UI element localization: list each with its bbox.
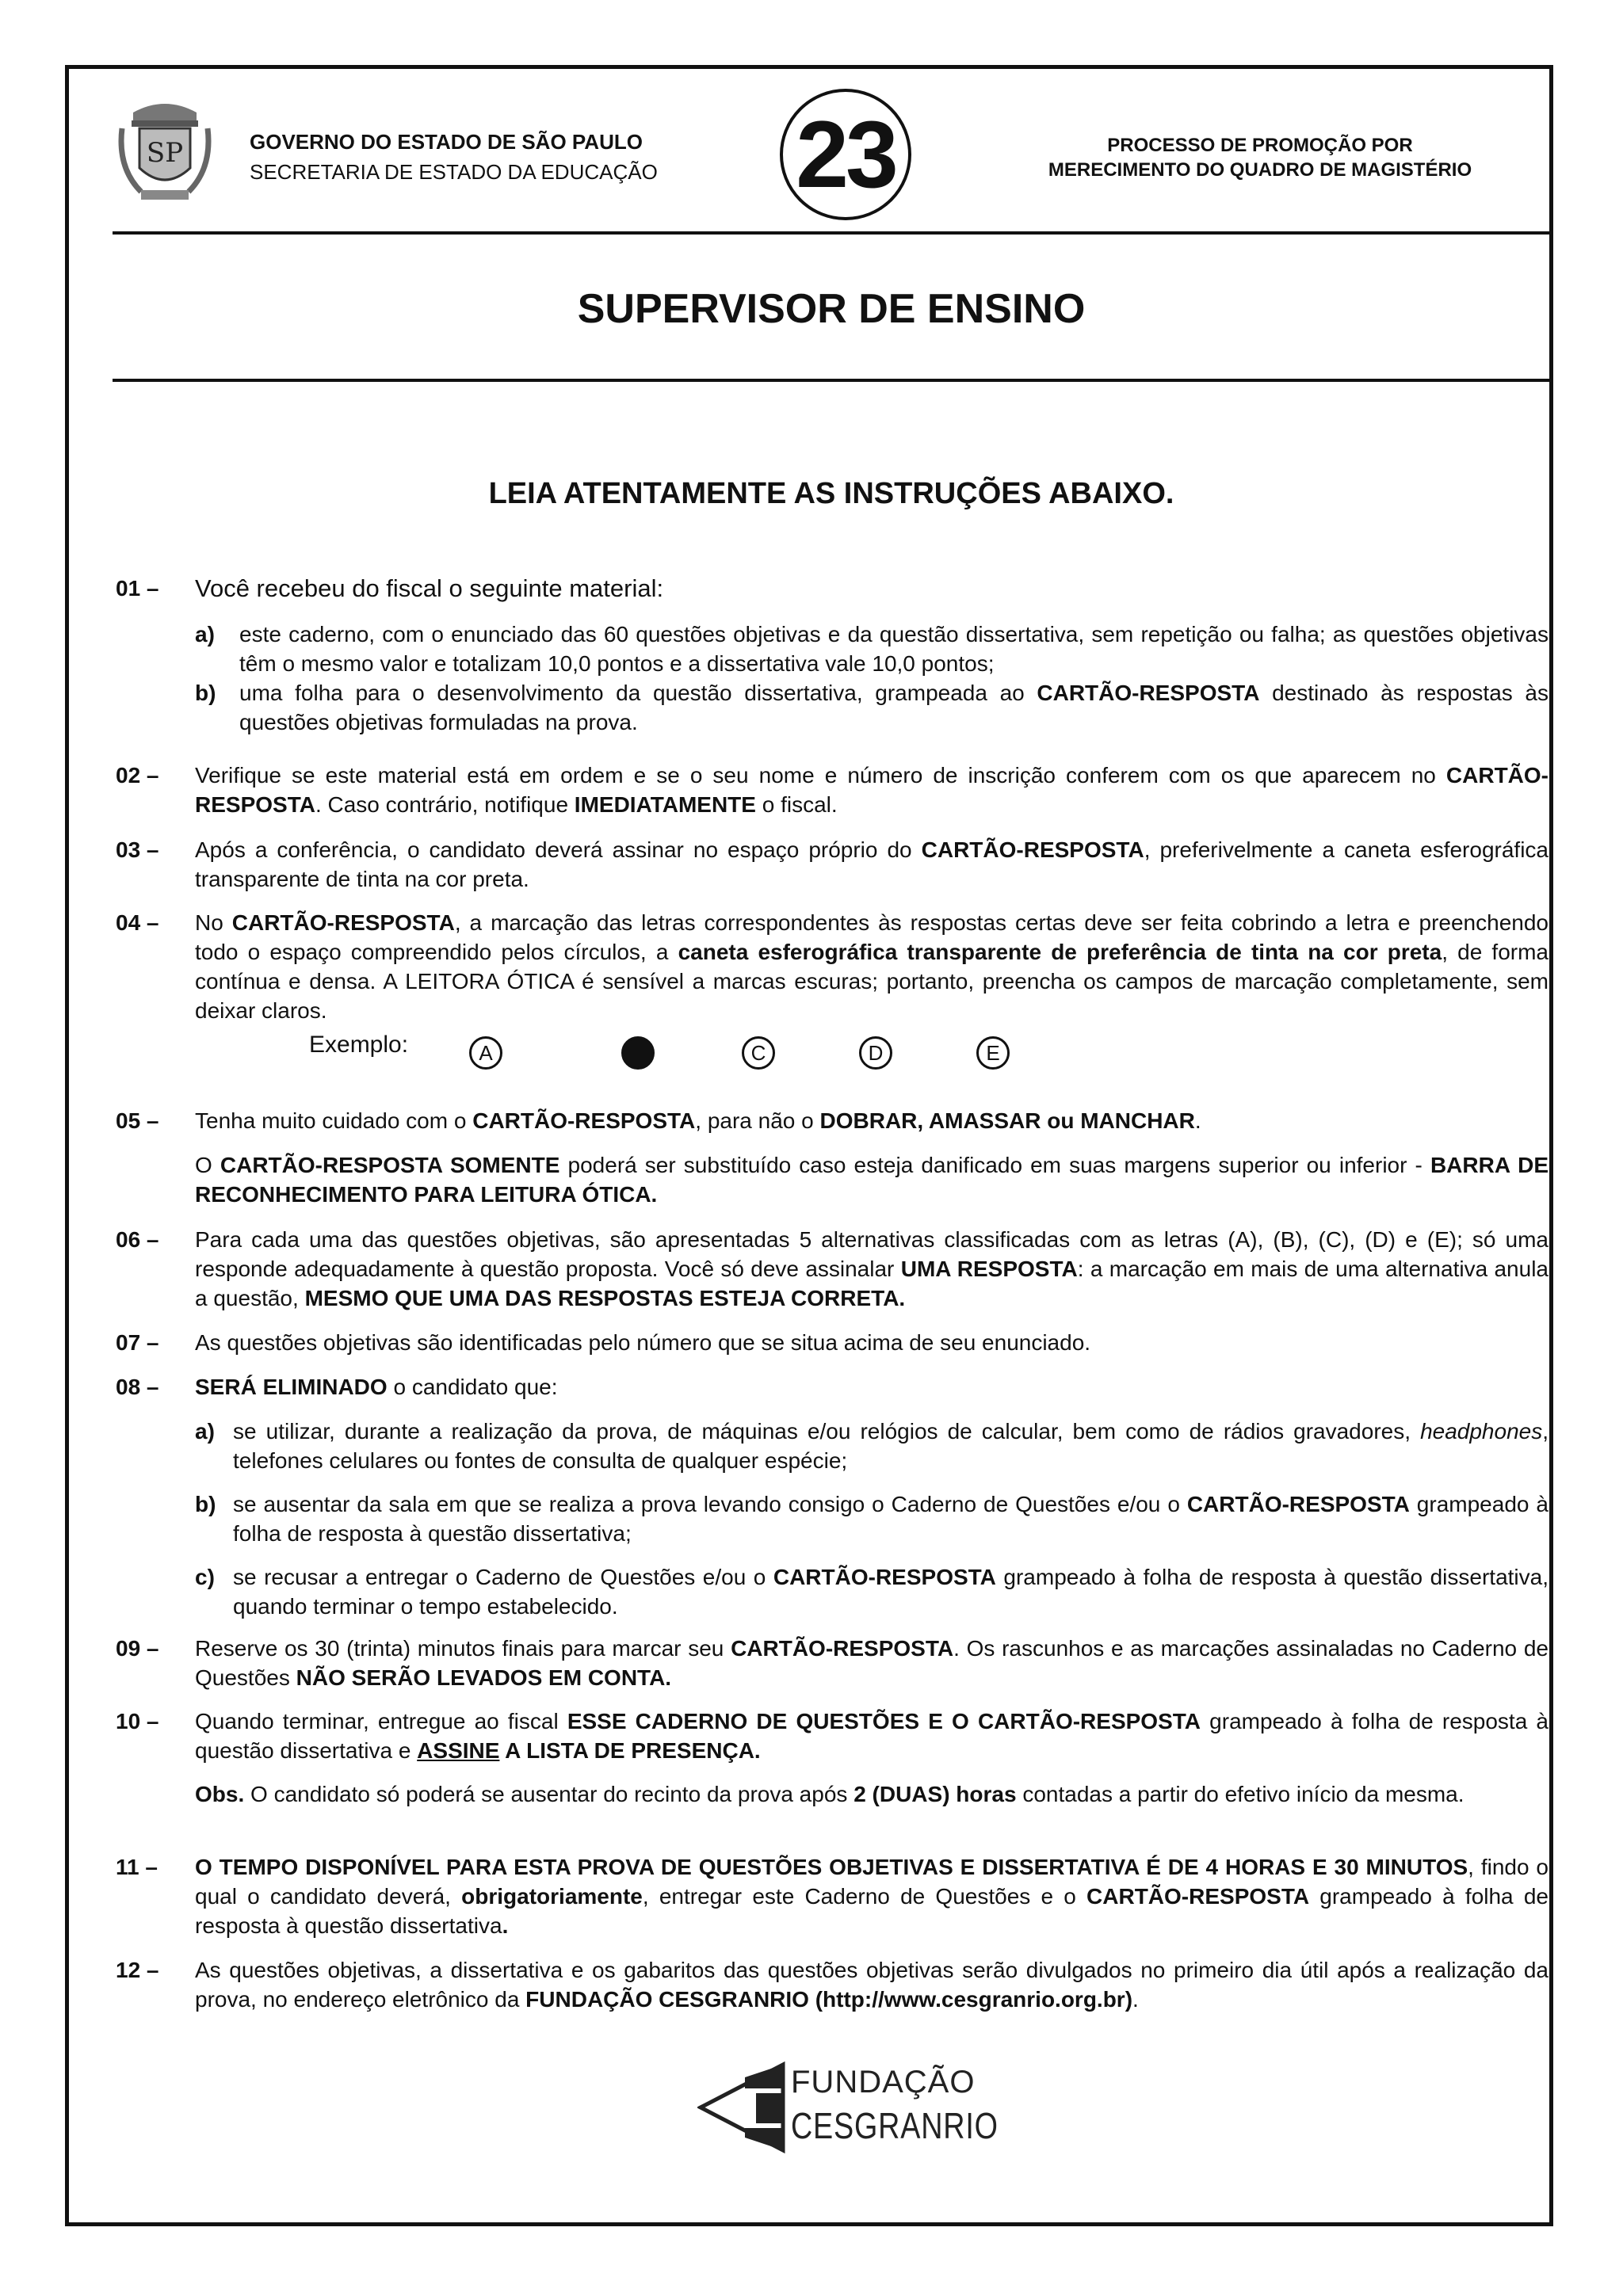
instruction-text: As questões objetivas, a dissertativa e os gabaritos das questões objetivas serão divulgados no primeiro dia útil após a realização da prova, no endereço eletrônico da FUNDAÇÃO CESGRANRIO (http://www.cesgranrio.org.br).	[195, 1958, 1549, 2012]
title-divider	[113, 379, 1550, 382]
instruction-text: Quando terminar, entregue ao fiscal ESSE CADERNO DE QUESTÕES E O CARTÃO-RESPOSTA grampeado à folha de resposta à questão dissertativa e ASSINE A LISTA DE PRESENÇA.	[195, 1709, 1549, 1763]
government-header	[250, 127, 658, 187]
process-line-1: PROCESSO DE PROMOÇÃO POR	[1107, 135, 1413, 156]
instruction-text: uma folha para o desenvolvimento da questão dissertativa, grampeada ao CARTÃO-RESPOSTA destinado às respostas às questões objetivas formuladas na prova.	[239, 681, 1549, 734]
secretariat-name: SECRETARIA DE ESTADO DA EDUCAÇÃO	[250, 160, 658, 184]
header-divider	[113, 231, 1550, 235]
example-bubble-a: A	[469, 1036, 502, 1070]
instruction-text: SERÁ ELIMINADO o candidato que:	[195, 1375, 558, 1399]
page-title: SUPERVISOR DE ENSINO	[577, 286, 1086, 332]
instruction-number: 01 –	[116, 576, 159, 601]
instruction-text: O TEMPO DISPONÍVEL PARA ESTA PROVA DE QUESTÕES OBJETIVAS E DISSERTATIVA É DE 4 HORAS E 30 MINUTOS, findo o qual o candidato deverá, obrigatoriamente, entregar este Caderno de Questões e o CARTÃO-RESPOSTA grampeado à folha de resposta à questão dissertativa.	[195, 1855, 1549, 1938]
instruction-text: Reserve os 30 (trinta) minutos finais para marcar seu CARTÃO-RESPOSTA. Os rascunhos e as marcações assinaladas no Caderno de Questões NÃO SERÃO LEVADOS EM CONTA.	[195, 1636, 1549, 1690]
government-name: GOVERNO DO ESTADO DE SÃO PAULO	[250, 130, 643, 154]
instruction-text: Obs. O candidato só poderá se ausentar do recinto da prova após 2 (DUAS) horas contadas a partir do efetivo início da mesma.	[195, 1782, 1465, 1806]
instruction-text: Você recebeu do fiscal o seguinte material:	[195, 574, 664, 602]
example-bubble-d: D	[859, 1036, 892, 1070]
instructions-heading: LEIA ATENTAMENTE AS INSTRUÇÕES ABAIXO.	[488, 477, 1174, 510]
instruction-text: As questões objetivas são identificadas pelo número que se situa acima de seu enunciado.	[195, 1330, 1091, 1355]
instruction-text: O CARTÃO-RESPOSTA SOMENTE poderá ser substituído caso esteja danificado em suas margens superior ou inferior - BARRA DE RECONHECIMENTO PARA LEITURA ÓTICA.	[195, 1153, 1549, 1207]
logo-line-1: FUNDAÇÃO	[791, 2065, 976, 2100]
example-bubble-b-filled	[621, 1036, 655, 1070]
exam-number-badge: 23	[780, 89, 911, 220]
instruction-text: se ausentar da sala em que se realiza a prova levando consigo o Caderno de Questões e/ou o CARTÃO-RESPOSTA grampeado à folha de resposta à questão dissertativa;	[233, 1492, 1549, 1546]
instruction-text: este caderno, com o enunciado das 60 questões objetivas e da questão dissertativa, sem repetição ou falha; as questões objetivas têm o mesmo valor e totalizam 10,0 pontos e a dissertativa vale 10,0 pontos;	[239, 622, 1549, 676]
process-line-2: MERECIMENTO DO QUADRO DE MAGISTÉRIO	[1048, 159, 1472, 181]
instruction-text: se utilizar, durante a realização da prova, de máquinas e/ou relógios de calcular, bem como de rádios gravadores, headphones, telefones celulares ou fontes de consulta de qualquer espécie;	[233, 1419, 1549, 1473]
process-header	[999, 133, 1522, 182]
example-label: Exemplo:	[309, 1032, 409, 1058]
sao-paulo-crest-icon	[117, 97, 212, 208]
instruction-text: No CARTÃO-RESPOSTA, a marcação das letras correspondentes às respostas certas deve ser feita cobrindo a letra e preenchendo todo o espaço compreendido pelos círculos, a caneta esferográfica transparente de preferência de tinta na cor preta, de forma contínua e densa. A LEITORA ÓTICA é sensível a marcas escuras; portanto, preencha os campos de marcação completamente, sem deixar claros.	[195, 910, 1549, 1023]
example-bubble-c: C	[742, 1036, 775, 1070]
example-bubble-e: E	[976, 1036, 1010, 1070]
instruction-text: Tenha muito cuidado com o CARTÃO-RESPOSTA, para não o DOBRAR, AMASSAR ou MANCHAR.	[195, 1108, 1201, 1133]
instruction-text: Para cada uma das questões objetivas, são apresentadas 5 alternativas classificadas com as letras (A), (B), (C), (D) e (E); só uma responde adequadamente à questão proposta. Você só deve assinalar UMA RESPOSTA: a marcação em mais de uma alternativa anula a questão, MESMO QUE UMA DAS RESPOSTAS ESTEJA CORRETA.	[195, 1227, 1549, 1310]
svg-text:SP: SP	[146, 137, 184, 169]
instruction-text: se recusar a entregar o Caderno de Questões e/ou o CARTÃO-RESPOSTA grampeado à folha de resposta à questão dissertativa, quando terminar o tempo estabelecido.	[233, 1565, 1549, 1619]
instruction-text: Verifique se este material está em ordem e se o seu nome e número de inscrição conferem com os que aparecem no CARTÃO-RESPOSTA. Caso contrário, notifique IMEDIATAMENTE o fiscal.	[195, 763, 1549, 817]
instruction-text: Após a conferência, o candidato deverá assinar no espaço próprio do CARTÃO-RESPOSTA, preferivelmente a caneta esferográfica transparente de tinta na cor preta.	[195, 837, 1549, 891]
logo-line-2: CESGRANRIO	[791, 2105, 999, 2146]
